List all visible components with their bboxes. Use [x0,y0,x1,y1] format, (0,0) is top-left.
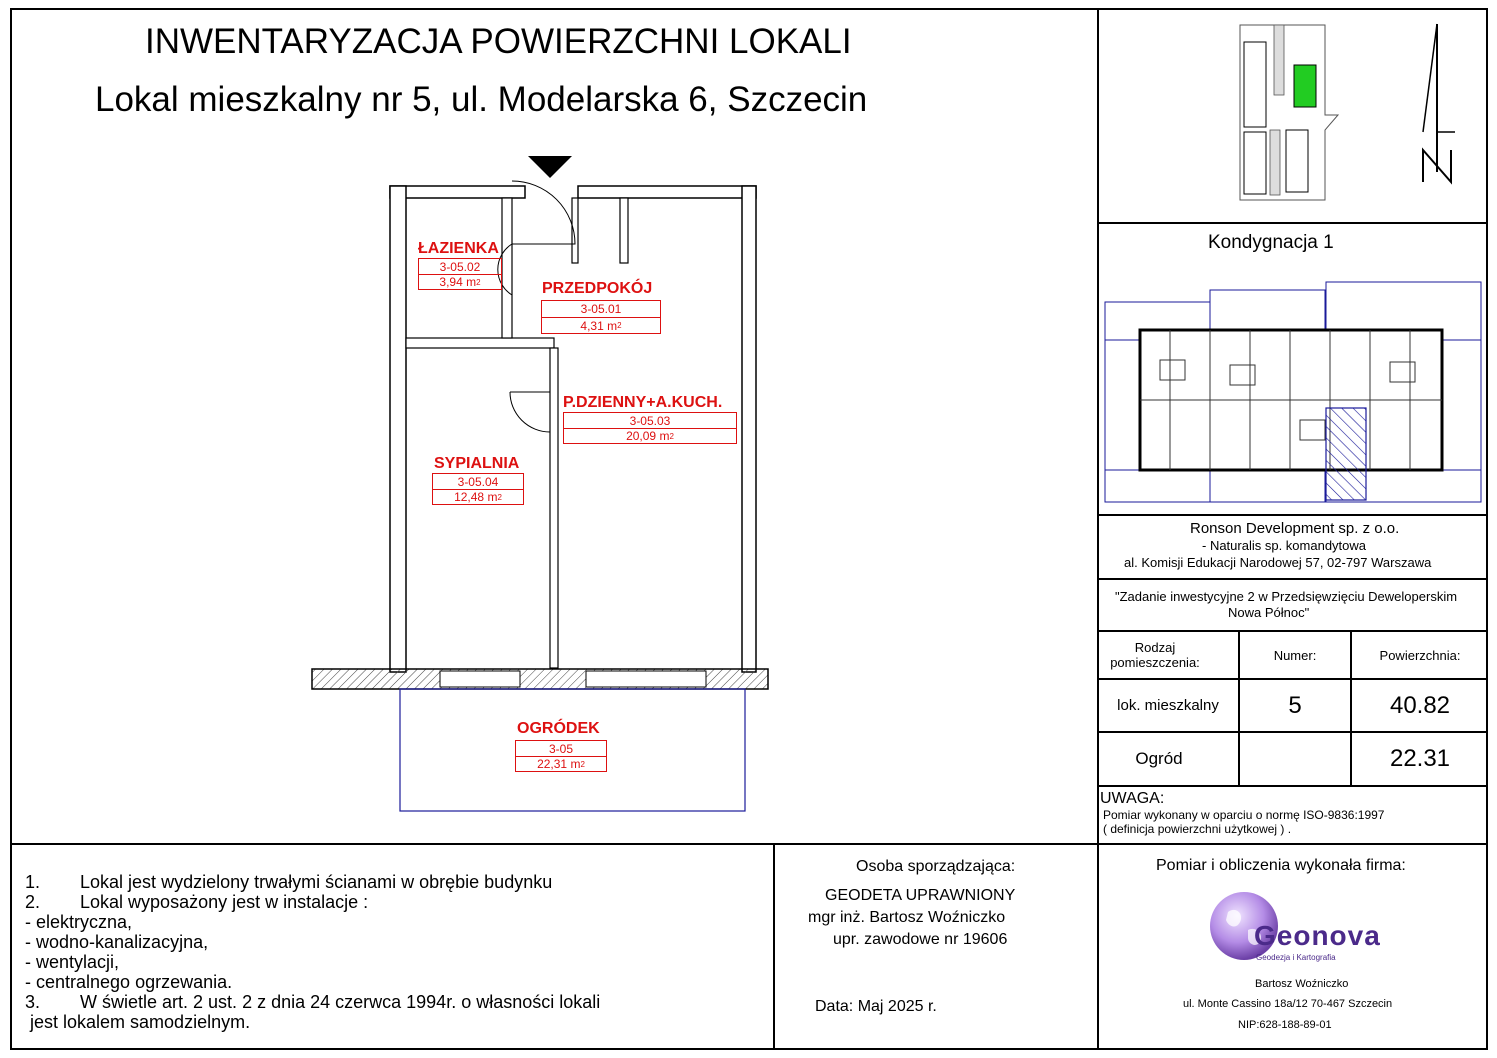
room-box-pokoj-dzienny [563,412,737,444]
divider-right-3 [1097,578,1488,580]
uwaga-line1: Pomiar wykonany w oparciu o normę ISO-9836:1997 [1103,808,1385,822]
firm-address: ul. Monte Cassino 18a/12 70-467 Szczecin [1183,998,1393,1010]
table-header-type: Rodzaj pomieszczenia: [1110,640,1200,670]
north-arrow-icon [1415,22,1460,187]
surveyor-title: GEODETA UPRAWNIONY [825,887,1016,904]
surveyor-label: Osoba sporządzająca: [856,858,1016,875]
room-area: 20,09 m 2 [564,428,736,443]
page-subtitle: Lokal mieszkalny nr 5, ul. Modelarska 6, Szczecin [95,80,868,119]
firm-nip: NIP:628-188-89-01 [1238,1019,1332,1031]
entrance-arrow-icon [528,156,572,178]
room-area: 22,31 m 2 [516,756,606,771]
table-row-3 [1097,785,1488,787]
company-line2: - Naturalis sp. komandytowa [1202,538,1367,553]
notes-list [25,872,600,1032]
divider-bottom [10,843,1488,845]
uwaga-label: UWAGA: [1100,790,1165,807]
company-address: al. Komisji Edukacji Narodowej 57, 02-797 Warszawa [1124,555,1432,570]
site-map [1230,20,1340,205]
note-line: - wodno-kanalizacyjna, [25,932,209,952]
note-line: - wentylacji, [25,952,120,972]
room-name-ogrodek: OGRÓDEK [517,720,600,737]
floor-overview-plan [1100,280,1485,505]
room-code: 3-05 [548,741,574,756]
surveyor-name: mgr inż. Bartosz Woźniczko [808,909,1006,926]
room-code: 3-05.04 [457,474,499,489]
firm-owner: Bartosz Woźniczko [1255,978,1349,990]
table-cell-number [1240,733,1350,785]
table-cell-type: Ogród [1135,749,1183,768]
room-name-pokoj-dzienny: P.DZIENNY+A.KUCH. [563,394,723,411]
table-header-area: Powierzchnia: [1379,647,1461,663]
divider-right-2 [1097,514,1488,516]
note-line: 2. Lokal wyposażony jest w instalacje : [25,892,369,912]
project-line2: Nowa Północ" [1228,605,1310,620]
room-box-sypialnia [432,473,524,505]
table-cell-type: lok. mieszkalny [1117,697,1219,714]
room-code: 3-05.03 [629,413,671,428]
room-area: 12,48 m 2 [433,489,523,504]
note-line: - elektryczna, [25,912,133,932]
company-name: Ronson Development sp. z o.o. [1190,520,1400,537]
divider-bottom-left [773,843,775,1050]
firm-label: Pomiar i obliczenia wykonała firma: [1156,857,1406,874]
room-code: 3-05.01 [580,302,622,316]
note-line: 3. W świetle art. 2 ust. 2 z dnia 24 czerwca 1994r. o własności lokali [25,992,601,1012]
room-box-lazienka [418,258,502,290]
note-line: jest lokalem samodzielnym. [25,1012,251,1032]
table-cell-area: 40.82 [1389,691,1451,719]
surveyor-license: upr. zawodowe nr 19606 [833,931,1008,948]
room-area: 4,31 m 2 [542,317,660,333]
uwaga-line2: ( definicja powierzchni użytkowej ) . [1103,822,1292,836]
room-name-sypialnia: SYPIALNIA [434,455,520,472]
table-header-number: Numer: [1273,647,1317,663]
page-title: INWENTARYZACJA POWIERZCHNI LOKALI [145,22,852,61]
room-box-ogrodek [515,740,607,772]
room-name-przedpokoj: PRZEDPOKÓJ [542,280,653,297]
divider-right-1 [1097,222,1488,224]
room-name-lazienka: ŁAZIENKA [418,240,499,257]
table-cell-number: 5 [1288,691,1302,719]
room-code: 3-05.02 [439,259,481,274]
firm-logo-subtitle: Geodezja i Kartografia [1256,953,1336,962]
document-date: Data: Maj 2025 r. [815,998,937,1015]
room-area: 3,94 m 2 [419,274,501,289]
firm-logo-text: Geonova [1254,920,1381,951]
note-line: - centralnego ogrzewania. [25,972,233,992]
project-line1: "Zadanie inwestycyjne 2 w Przedsięwzięciu Deweloperskim [1115,589,1458,604]
table-cell-area: 22.31 [1389,745,1451,772]
note-line: 1. Lokal jest wydzielony trwałymi ścianami w obrębie budynku [25,872,553,892]
room-box-przedpokoj [541,300,661,334]
divider-bottom-right [1097,843,1099,1050]
floor-label: Kondygnacja 1 [1208,232,1334,253]
